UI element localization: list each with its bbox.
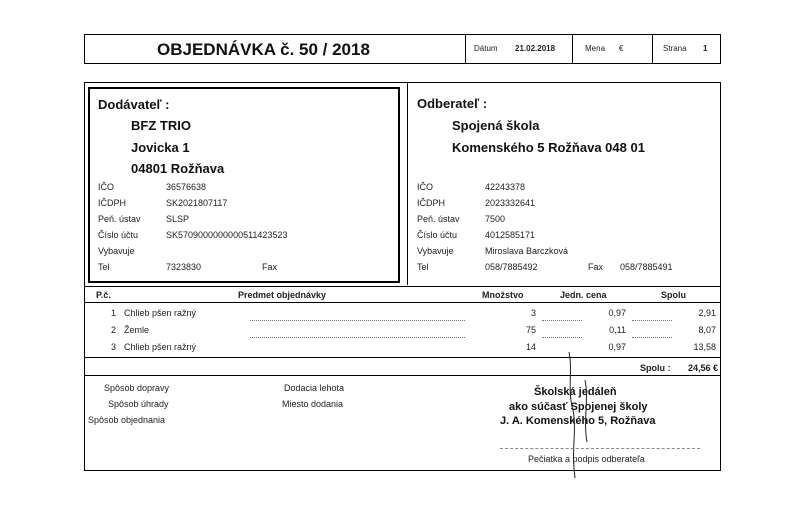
currency-value: € <box>619 44 624 53</box>
stamp-line-3: J. A. Komenského 5, Rožňava <box>500 415 656 427</box>
col-header-total: Spolu <box>661 290 686 300</box>
ordering-label: Spôsob objednania <box>88 415 166 425</box>
row-item: Žemle <box>124 325 150 335</box>
buyer-value-icdph: 2023332641 <box>485 198 536 208</box>
row-no: 2 <box>110 325 116 335</box>
col-header-price: Jedn. cena <box>560 290 607 300</box>
buyer-label-icdph: IČDPH <box>417 198 446 208</box>
supplier-value-icdph: SK2021807117 <box>166 198 228 208</box>
supplier-label-fax: Fax <box>262 262 278 272</box>
row-total: 13,58 <box>693 342 716 352</box>
col-header-item: Predmet objednávky <box>238 290 327 300</box>
col-header-no: P.č. <box>96 290 111 300</box>
buyer-name: Spojená škola <box>452 118 540 133</box>
buyer-label-fax: Fax <box>588 262 604 272</box>
supplier-value-tel: 7323830 <box>166 262 202 272</box>
row-no: 1 <box>110 308 116 318</box>
supplier-label-bank: Peň. ústav <box>98 214 141 224</box>
payment-label: Spôsob úhrady <box>108 399 169 409</box>
buyer-value-bank: 7500 <box>485 214 506 224</box>
buyer-value-tel: 058/7885492 <box>485 262 538 272</box>
supplier-street: Jovicka 1 <box>131 140 190 155</box>
buyer-label-ico: IČO <box>417 182 434 192</box>
col-header-qty: Množstvo <box>482 290 524 300</box>
buyer-value-handler: Miroslava Barczková <box>485 246 569 256</box>
supplier-value-ico: 36576638 <box>166 182 207 192</box>
currency-label: Mena <box>585 44 606 53</box>
buyer-value-fax: 058/7885491 <box>620 262 673 272</box>
supplier-label-ico: IČO <box>98 182 115 192</box>
place-label: Miesto dodania <box>282 399 344 409</box>
supplier-city: 04801 Rožňava <box>131 161 225 176</box>
row-qty: 14 <box>525 342 536 352</box>
buyer-label-bank: Peň. ústav <box>417 214 460 224</box>
row-item: Chlieb pšen ražný <box>124 342 197 352</box>
deadline-label: Dodacia lehota <box>284 383 345 393</box>
row-price: 0,97 <box>608 342 626 352</box>
stamp-line-2: ako súčasť Spojenej školy <box>509 401 648 413</box>
row-qty: 75 <box>525 325 536 335</box>
row-total: 2,91 <box>698 308 716 318</box>
row-price: 0,97 <box>608 308 626 318</box>
document-title: OBJEDNÁVKA č. 50 / 2018 <box>157 40 370 59</box>
total-value: 24,56 € <box>687 363 718 373</box>
supplier-heading: Dodávateľ : <box>98 97 170 112</box>
total-label: Spolu : <box>640 363 671 373</box>
supplier-label-account: Číslo účtu <box>98 230 139 240</box>
supplier-label-tel: Tel <box>98 262 110 272</box>
buyer-label-tel: Tel <box>417 262 429 272</box>
supplier-box <box>88 87 400 283</box>
delivery-label: Spôsob dopravy <box>104 383 170 393</box>
buyer-heading: Odberateľ : <box>417 96 488 111</box>
date-label: Dátum <box>474 44 498 53</box>
row-qty: 3 <box>530 308 536 318</box>
row-price: 0,11 <box>609 325 626 335</box>
supplier-name: BFZ TRIO <box>131 118 191 133</box>
buyer-address: Komenského 5 Rožňava 048 01 <box>452 140 645 155</box>
buyer-label-handler: Vybavuje <box>417 246 454 256</box>
date-value: 21.02.2018 <box>515 44 556 53</box>
page-label: Strana <box>663 44 687 53</box>
supplier-value-bank: SLSP <box>166 214 190 224</box>
supplier-value-account: SK5709000000000511423523 <box>166 230 288 240</box>
supplier-label-icdph: IČDPH <box>98 198 127 208</box>
buyer-value-account: 4012585171 <box>485 230 536 240</box>
buyer-label-account: Číslo účtu <box>417 230 458 240</box>
row-no: 3 <box>110 342 116 352</box>
buyer-value-ico: 42243378 <box>485 182 526 192</box>
page-value: 1 <box>703 44 708 53</box>
row-item: Chlieb pšen ražný <box>124 308 197 318</box>
supplier-label-handler: Vybavuje <box>98 246 135 256</box>
signature-label: Pečiatka a podpis odberateľa <box>528 454 645 464</box>
stamp-line-1: Školská jedáleň <box>534 386 617 398</box>
row-total: 8,07 <box>698 325 716 335</box>
header-bar <box>84 34 721 64</box>
